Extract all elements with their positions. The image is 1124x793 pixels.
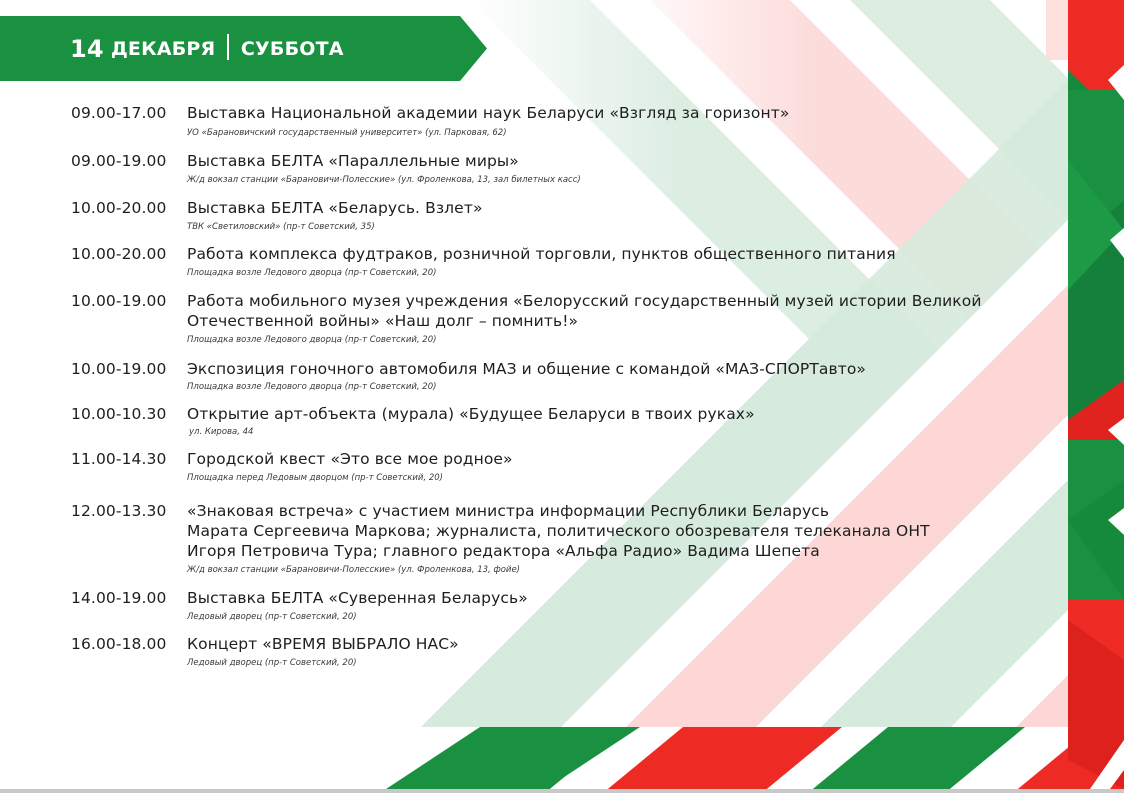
banner-month: ДЕКАБРЯ [110,37,216,60]
event-title-line: Выставка БЕЛТА «Параллельные миры» [187,152,519,170]
event-title-line: Концерт «ВРЕМЯ ВЫБРАЛО НАС» [187,635,459,653]
event-time: 12.00-13.30 [71,502,167,520]
event-title-line: Работа комплекса фудтраков, розничной торговли, пунктов общественного питания [187,245,896,263]
event-title-line: Игоря Петровича Тура; главного редактора «Альфа Радио» Вадима Шепета [187,542,820,560]
event-time: 11.00-14.30 [71,450,167,468]
event-location: ТВК «Светиловский» (пр-т Советский, 35) [187,222,375,232]
event-time: 14.00-19.00 [71,589,167,607]
event-title-line: Выставка Национальной академии наук Беларуси «Взгляд за горизонт» [187,104,790,122]
event-time: 09.00-17.00 [71,104,167,122]
event-title [187,151,1067,171]
event-time: 09.00-19.00 [71,152,167,170]
event-title [187,244,1067,264]
event-title-line: Выставка БЕЛТА «Суверенная Беларусь» [187,589,528,607]
event-location: Ледовый дворец (пр-т Советский, 20) [187,658,357,668]
event-title [187,198,1067,218]
event-title-line: Выставка БЕЛТА «Беларусь. Взлет» [187,199,483,217]
event-title [187,501,1067,561]
event-location: Ледовый дворец (пр-т Советский, 20) [187,612,357,622]
event-time: 16.00-18.00 [71,635,167,653]
event-time: 10.00-10.30 [71,405,167,423]
event-time: 10.00-20.00 [71,199,167,217]
event-title [187,103,1067,123]
page-bottom-edge [0,789,1124,793]
date-banner [0,16,487,81]
event-time: 10.00-19.00 [71,360,167,378]
event-location: Ж/д вокзал станции «Барановичи-Полесские» (ул. Фроленкова, 13, зал билетных касс) [187,175,581,185]
event-location: Площадка возле Ледового дворца (пр-т Советский, 20) [187,382,437,392]
banner-weekday: СУББОТА [240,37,344,60]
event-time: 10.00-19.00 [71,292,167,310]
event-title [187,588,1067,608]
event-title-line: Отечественной войны» «Наш долг – помнить!» [187,312,579,330]
event-time: 10.00-20.00 [71,245,167,263]
event-title-line: «Знаковая встреча» с участием министра информации Республики Беларусь [187,502,830,520]
event-title-line: Экспозиция гоночного автомобиля МАЗ и общение с командой «МАЗ-СПОРТавто» [187,360,867,378]
event-location: УО «Барановичский государственный университет» (ул. Парковая, 62) [187,128,507,138]
event-title [187,359,1067,379]
banner-day: 14 [70,34,104,63]
event-title-line: Открытие арт-объекта (мурала) «Будущее Беларуси в твоих руках» [187,405,755,423]
event-title [187,291,1067,331]
event-location: Площадка возле Ледового дворца (пр-т Советский, 20) [187,335,437,345]
event-title [187,449,1067,469]
event-title-line: Городской квест «Это все мое родное» [187,450,513,468]
event-title [187,634,1067,654]
event-title-line: Марата Сергеевича Маркова; журналиста, политического обозревателя телеканала ОНТ [187,522,930,540]
event-title-line: Работа мобильного музея учреждения «Белорусский государственный музей истории Великой [187,292,982,310]
event-location: Площадка возле Ледового дворца (пр-т Советский, 20) [187,268,437,278]
banner-date-text [70,16,344,81]
event-location: Ж/д вокзал станции «Барановичи-Полесские» (ул. Фроленкова, 13, фойе) [187,565,520,575]
event-title [187,404,1067,424]
banner-divider [227,34,229,60]
event-location: ул. Кирова, 44 [189,427,254,437]
event-location: Площадка перед Ледовым дворцом (пр-т Советский, 20) [187,473,443,483]
